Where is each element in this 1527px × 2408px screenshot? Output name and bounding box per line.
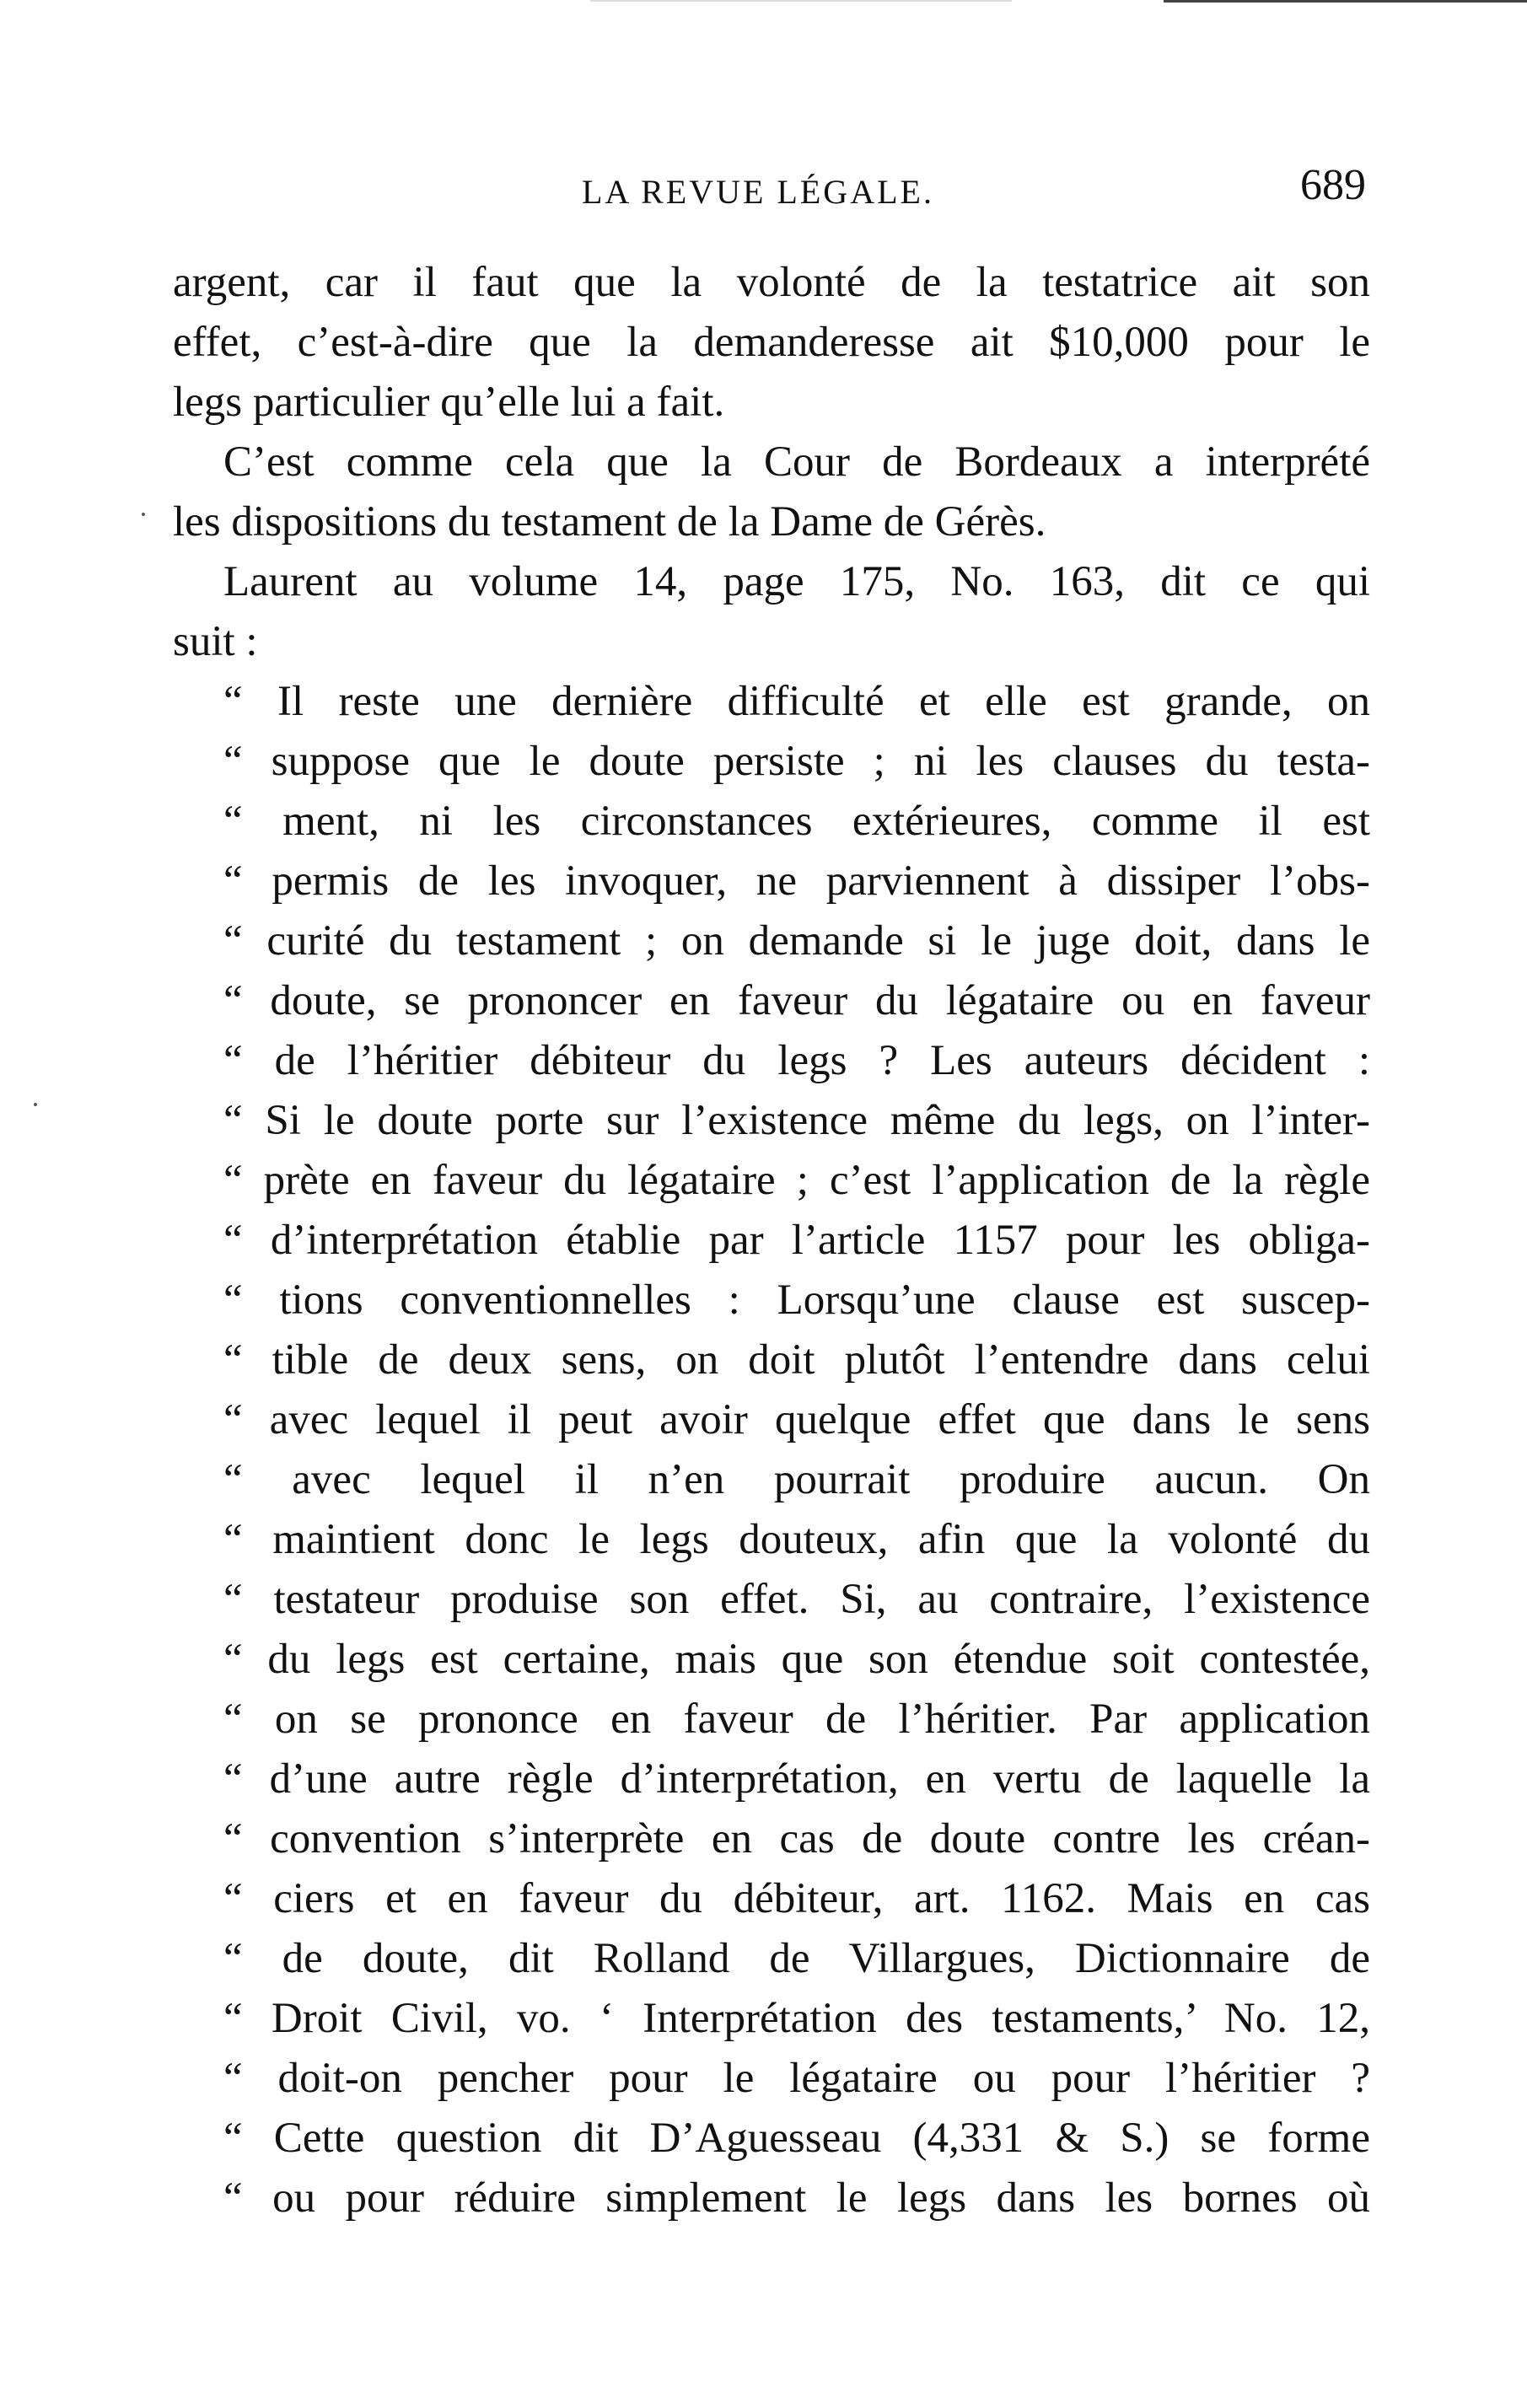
text-line: Laurent au volume 14, page 175, No. 163, dit ce qui (223, 558, 1370, 605)
quoted-line: “ ment, ni les circonstances extérieures, comme il est (223, 798, 1370, 845)
quoted-line: “ ou pour réduire simplement le legs dans les bornes où (223, 2174, 1370, 2222)
page-header (169, 160, 1366, 219)
quoted-line: “ de l’héritier débiteur du legs ? Les auteurs décident : (223, 1037, 1370, 1084)
quoted-line: “ doute, se prononcer en faveur du légataire ou en faveur (223, 977, 1370, 1024)
text-line: effet, c’est-à-dire que la demanderesse ait $10,000 pour le (173, 319, 1370, 366)
quoted-line: “ d’interprétation établie par l’article 1157 pour les obliga- (223, 1217, 1370, 1264)
text-line: argent, car il faut que la volonté de la testatrice ait son (173, 259, 1370, 306)
scan-edge-mark (590, 0, 1012, 2)
quoted-line: “ maintient donc le legs douteux, afin que la volonté du (223, 1516, 1370, 1563)
quoted-line: “ ciers et en faveur du débiteur, art. 1162. Mais en cas (223, 1875, 1370, 1922)
text-line: legs particulier qu’elle lui a fait. (173, 379, 725, 426)
quoted-line: “ tions conventionnelles : Lorsqu’une clause est suscep- (223, 1277, 1370, 1324)
quoted-line: “ de doute, dit Rolland de Villargues, Dictionnaire de (223, 1935, 1370, 1982)
quoted-line: “ d’une autre règle d’interprétation, en vertu de laquelle la (223, 1755, 1370, 1803)
running-title: LA REVUE LÉGALE. (582, 173, 934, 211)
body-text (173, 253, 1370, 2228)
margin-mark (34, 1103, 37, 1106)
quoted-line: “ on se prononce en faveur de l’héritier. Par application (223, 1696, 1370, 1743)
quoted-line: “ avec lequel il peut avoir quelque effet que dans le sens (223, 1396, 1370, 1443)
quoted-line: “ suppose que le doute persiste ; ni les clauses du testa- (223, 738, 1370, 785)
quoted-line: “ tible de deux sens, on doit plutôt l’entendre dans celui (223, 1336, 1370, 1384)
text-line: C’est comme cela que la Cour de Bordeaux a interprété (223, 438, 1370, 486)
text-line: les dispositions du testament de la Dame de Gérès. (173, 498, 1046, 546)
quoted-line: “ Si le doute porte sur l’existence même du legs, on l’inter- (223, 1097, 1370, 1144)
quoted-line: “ convention s’interprète en cas de doute contre les créan- (223, 1815, 1370, 1862)
margin-mark (142, 513, 145, 516)
quoted-line: “ Il reste une dernière difficulté et elle est grande, on (223, 678, 1370, 725)
quoted-line: “ Droit Civil, vo. ‘ Interprétation des testaments,’ No. 12, (223, 1995, 1370, 2042)
quoted-line: “ curité du testament ; on demande si le juge doit, dans le (223, 917, 1370, 965)
quoted-line: “ du legs est certaine, mais que son étendue soit contestée, (223, 1636, 1370, 1683)
quoted-line: “ Cette question dit D’Aguesseau (4,331 & S.) se forme (223, 2115, 1370, 2162)
page-number: 689 (1300, 161, 1366, 209)
quoted-line: “ avec lequel il n’en pourrait produire aucun. On (223, 1456, 1370, 1503)
scan-edge-rule (1164, 0, 1527, 3)
quoted-line: “ doit-on pencher pour le légataire ou pour l’héritier ? (223, 2055, 1370, 2102)
text-line: suit : (173, 618, 258, 665)
quoted-line: “ permis de les invoquer, ne parviennent à dissiper l’obs- (223, 857, 1370, 905)
quoted-line: “ testateur produise son effet. Si, au contraire, l’existence (223, 1576, 1370, 1623)
quoted-line: “ prète en faveur du légataire ; c’est l’application de la règle (223, 1157, 1370, 1204)
